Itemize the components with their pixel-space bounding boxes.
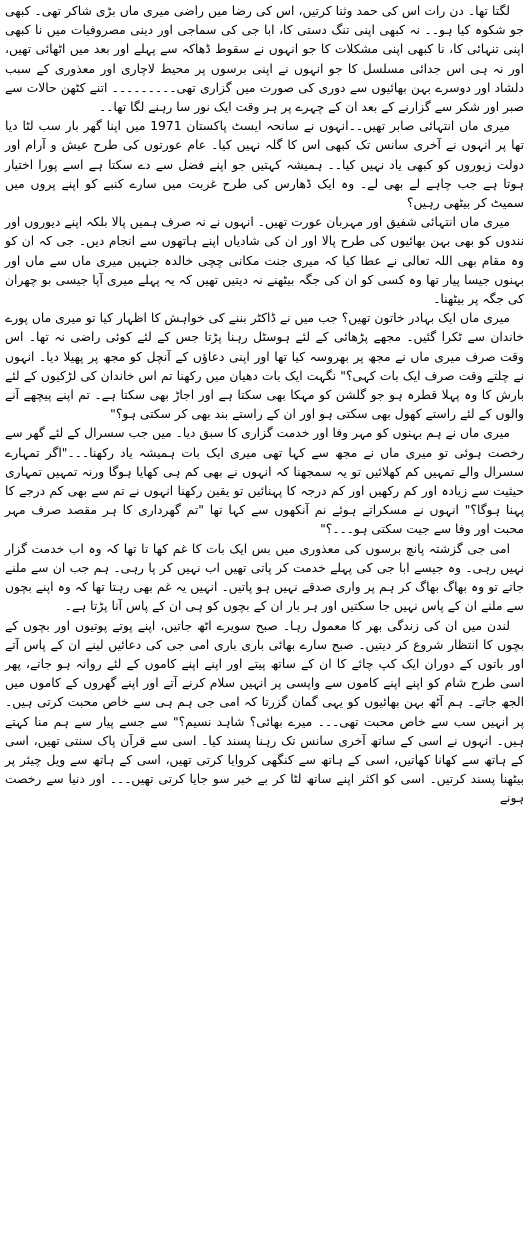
paragraph-disability: امی جی گزشتہ پانچ برسوں کی معذوری میں بس ایک بات کا غم کھا تا تھا کہ وہ اب خدمت گزار نہیں رہی۔ وہ جیسے ابا جی کی پہلے خدمت کر پاتی تھیں اب نہیں کر پا رہی۔ ہم جب ان سے ملنے جاتے تو وہ بھاگ بھاگ کر ہم پر واری صدقے نہیں ہو پاتیں۔ انہیں یہ غم بھی رہتا تھا کہ وہ اپنے بچوں سے ملنے ان کے پاس نہیں جا سکتیں اور ہر بار ان کے بچوں کو ہی ان کے پاس آنا پڑتا ہے۔: [5, 541, 524, 614]
paragraph-marriage-advice: میری ماں نے ہم بہنوں کو مہر وفا اور خدمت گزاری کا سبق دیا۔ میں جب سسرال کے لئے گھر سے رخصت ہوئی تو میری ماں نے مجھ سے کہا تھی میری ایک بات ہمیشہ یاد رکھنا۔۔۔"اگر تمہارے سسرال والے تمہیں کم کھلائیں تو یہ سمجھنا کہ انہوں نے بھی کم ہی کھایا ہوگا ورنہ تمہیں تمہاری حیثیت سے زیادہ اور کم رکھیں اور کم درجہ کا پہنائیں تو یقین رکھنا انہوں نے تم سے بھی کم درجے کا پہنا ہوگا؟" انہوں نے مسکراتے ہوئے نم آنکھوں سے کہا تھا "تم گھرداری کا ہر مقصد صرف مہر محبت اور وفا سے جیت سکتی ہو۔۔۔؟": [5, 426, 524, 537]
paragraph-bravery: میری ماں ایک بہادر خاتون تھیں؟ جب میں نے ڈاکٹر بننے کی خواہش کا اظہار کیا تو میری ماں پورے خاندان سے ٹکرا گئیں۔ مجھے پڑھائی کے لئے ہوسٹل رہنا پڑتا جس کے لئے کوئی راضی نہ تھا۔ اس وقت صرف میری ماں نے مجھ پر بھروسہ کیا تھا اور اپنی دعاؤں کے آنچل کو مجھ پر پھیلا دیا۔ انہوں نے چلتے وقت صرف ایک بات کہی؟" نگہت ایک بات دھیان میں رکھنا تم اس خاندان کی لڑکیوں کے لئے بارش کا وہ پہلا قطرہ ہو جو گلشن کو مہکا بھی سکتا ہے اور اجاڑ بھی سکتا ہے۔ تم اپنے پیچھے آنے والوں کے لئے راستے کھول بھی سکتی ہو اور ان کے راستے بند بھی کر سکتی ہو؟": [5, 311, 524, 422]
paragraph-kindness: میری ماں انتہائی شفیق اور مہربان عورت تھیں۔ انہوں نے نہ صرف ہمیں پالا بلکہ اپنے دیوروں اور نندوں کو بھی بہن بھائیوں کی طرح پالا اور ان کی شادیاں اپنے ہاتھوں سے انجام دیں۔ جی کہ ان کو وہ مقام بھی اللہ تعالی نے عطا کیا کہ میری جنت مکانی چچی خالدہ جنہیں میری ماں سے ماں اور بہنوں جیسا پیار تھا وہ کسی کو ان کی جگہ بیٹھنے نہ دیتیں تھیں کہ یہ پہلے میری آپا جیسی بو چھران کی جگہ پر بیٹھنا۔: [5, 215, 524, 307]
paragraph-patience: میری ماں انتہائی صابر تھیں۔۔انہوں نے سانحہ ایسٹ پاکستان 1971 میں اپنا گھر بار سب لٹا دیا تھا پر انہوں نے آخری سانس تک کبھی اس کا گلہ نہیں کیا۔ عام عورتوں کی طرح عیش و آرام اور دولت زیوروں کو کبھی یاد نہیں کیا۔۔ ہمیشہ کہتیں جو اپنے فضل سے دے سکتا ہے اسے پورا اختیار ہوتا ہے جب چاہے لے بھی لے۔ وہ ایک ڈھارس کی طرح غربت میں سارے کنبے کو اپنے پروں میں سمیٹ کر بیٹھی رہیں؟: [5, 119, 524, 211]
paragraph-gratitude: لگتا تھا۔ دن رات اس کی حمد وثنا کرتیں، اس کی رضا میں راضی میری ماں بڑی شاکر تھی۔ کبھی جو شکوہ کیا ہو۔۔ نہ کبھی اپنی تنگ دستی کا، ابا جی کی سماجی اور دینی مصروفیات میں نا کبھی اپنی تنہائی کا، نا کبھی اپنی مشکلات کا جو انہوں نے سقوط ڈھاکہ سے پہلے اور بعد میں اٹھائی تھیں، اور نہ ہی اس جدائی مسلسل کا جو انہوں نے اپنی برسوں پر محیط لاچاری اور معذوری کے سبب دلشاد اور دوسرے بہن بھائیوں سے دوری کی صورت میں گزاری تھی۔۔۔۔۔۔۔۔۔ اتنے کٹھن حالات سے صبر اور شکر سے گزارنے کے بعد ان کے چہرے پر ہر وقت ایک نور سا رہنے لگا تھا۔۔: [5, 4, 524, 115]
paragraph-london-routine: لندن میں ان کی زندگی بھر کا معمول رہا۔ صبح سویرے اٹھ جاتیں، اپنے پوتے پوتیوں اور بچوں کے بچوں کا انتظار شروع کر دیتیں۔ صبح سارے بھائی باری باری امی جی کی دعائیں لینے ان کے پاس آتے اور باتوں کے دوران ایک کپ چائے کا ان کے ساتھ پیتے اور اپنے اپنے کاموں کے لئے روانہ ہو جاتے، پھر اسی طرح شام کو اپنے اپنے کاموں سے واپسی پر انہیں سلام کرنے آتے اور اپنے گھروں کے کاموں میں الجھ جاتے۔ ہم آٹھ بہن بھائیوں کو یہی گمان گزرتا کہ امی جی ہم ہی سے خاص محبت کرتی ہیں۔ پر انہیں سب سے خاص محبت تھی۔۔۔ میرے بھائی؟ شاہد نسیم؟" سے جسے پیار سے ہم منا کہتے ہیں۔ انہوں نے اسی کے ساتھ آخری سانس تک رہنا پسند کیا۔ اسی سے قرآن پاک سنتی تھیں، اسی کے ہاتھ سے کھانا کھاتیں، اسی کے ہاتھ سے کنگھی کروایا کرتی تھیں، اسی کے ہاتھ سے ویل چیئر پر بیٹھنا پسند کرتیں۔ اسی کو اکثر اپنے ساتھ لٹا کر بے خبر سو جایا کرتی تھیں۔۔۔ اور دنیا سے رخصت ہونے: [5, 618, 524, 806]
